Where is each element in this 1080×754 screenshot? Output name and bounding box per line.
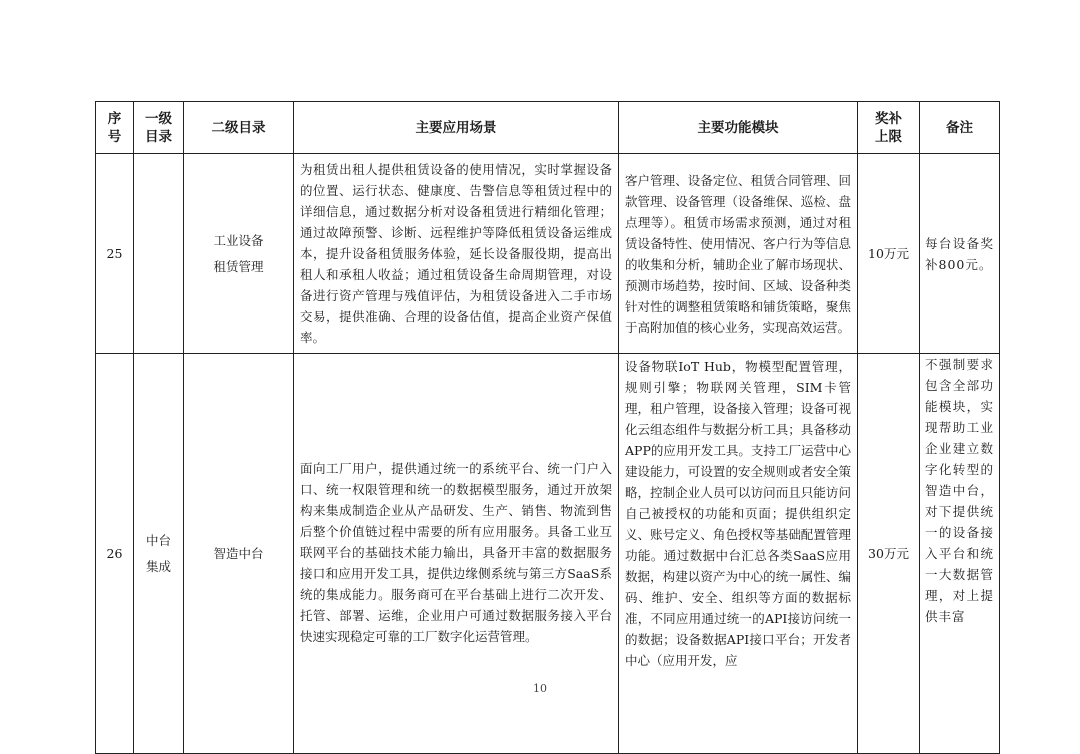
- row-level2-text: 工业设备租赁管理: [213, 232, 264, 274]
- row-modules: 客户管理、设备定位、租赁合同管理、回款管理、设备管理（设备维保、巡检、盘点理等）。租赁市场需求预测，通过对租赁设备特性、使用情况、客户行为等信息的收集和分析，辅助企业了解市场现状、预测市场趋势，按时间、区域、设备种类针对性的调整租赁策略和铺货策略，聚焦于高附加值的核心业务，实现高效运营。: [619, 154, 858, 354]
- row-level1-text: 中台集成: [145, 532, 171, 574]
- header-level1-text: 一级目录: [145, 110, 172, 145]
- catalog-table: [95, 101, 1000, 754]
- page-number: 10: [533, 682, 547, 695]
- table-header-row: [96, 102, 1000, 154]
- row-subsidy: 10万元: [858, 154, 920, 354]
- header-modules: 主要功能模块: [619, 102, 858, 154]
- header-remark: 备注: [920, 102, 1000, 154]
- row-remark: 不强制要求包含全部功能模块，实现帮助工业企业建立数字化转型的智造中台，对下提供统一的设备接入平台和统一大数据管理，对上提供丰富: [920, 354, 1000, 754]
- row-remark: 每台设备奖补800元。: [920, 154, 1000, 354]
- row-level1: [134, 154, 184, 354]
- header-scenario: 主要应用场景: [294, 102, 619, 154]
- row-seq: 26: [96, 354, 134, 754]
- header-level2: 二级目录: [184, 102, 294, 154]
- header-subsidy: [858, 102, 920, 154]
- row-modules: 设备物联IoT Hub，物模型配置管理，规则引擎；物联网关管理，SIM卡管理，租户管理，设备接入管理；设备可视化云组态组件与数据分析工具；具备移动APP的应用开发工具。支持工厂运营中心建设能力，可设置的安全规则或者安全策略，控制企业人员可以访问而且只能访问自己被授权的功能和页面；提供组织定义、账号定义、角色授权等基础配置管理功能。通过数据中台汇总各类SaaS应用数据，构建以资产为中心的统一属性、编码、维护、安全、组织等方面的数据标准，不同应用通过统一的API接访问统一的数据；设备数据API接口平台；开发者中心（应用开发，应: [619, 354, 858, 754]
- row-level2: [184, 154, 294, 354]
- header-subsidy-text: 奖补上限: [875, 110, 902, 145]
- header-level1: [134, 102, 184, 154]
- row-seq: 25: [96, 154, 134, 354]
- table-row: [96, 154, 1000, 354]
- header-seq: [96, 102, 134, 154]
- header-seq-text: 序号: [107, 110, 122, 145]
- row-level2: 智造中台: [184, 354, 294, 754]
- row-subsidy: 30万元: [858, 354, 920, 754]
- catalog-table-wrapper: [95, 101, 999, 668]
- row-scenario: 为租赁出租人提供租赁设备的使用情况，实时掌握设备的位置、运行状态、健康度、告警信息等租赁过程中的详细信息，通过数据分析对设备租赁进行精细化管理；通过故障预警、诊断、远程维护等降低租赁设备运维成本，提升设备租赁服务体验，延长设备服役期，提高出租人和承租人收益；通过租赁设备生命周期管理，对设备进行资产管理与残值评估，为租赁设备进入二手市场交易，提供准确、合理的设备估值，提高企业资产保值率。: [294, 154, 619, 354]
- row-scenario: 面向工厂用户，提供通过统一的系统平台、统一门户入口、统一权限管理和统一的数据模型服务，通过开放架构来集成制造企业从产品研发、生产、销售、物流到售后整个价值链过程中需要的所有应用服务。具备工业互联网平台的基础技术能力输出，具备开丰富的数据服务接口和应用开发工具，提供边缘侧系统与第三方SaaS系统的集成能力。服务商可在平台基础上进行二次开发、托管、部署、运维，企业用户可通过数据服务接入平台快速实现稳定可靠的工厂数字化运营管理。: [294, 354, 619, 754]
